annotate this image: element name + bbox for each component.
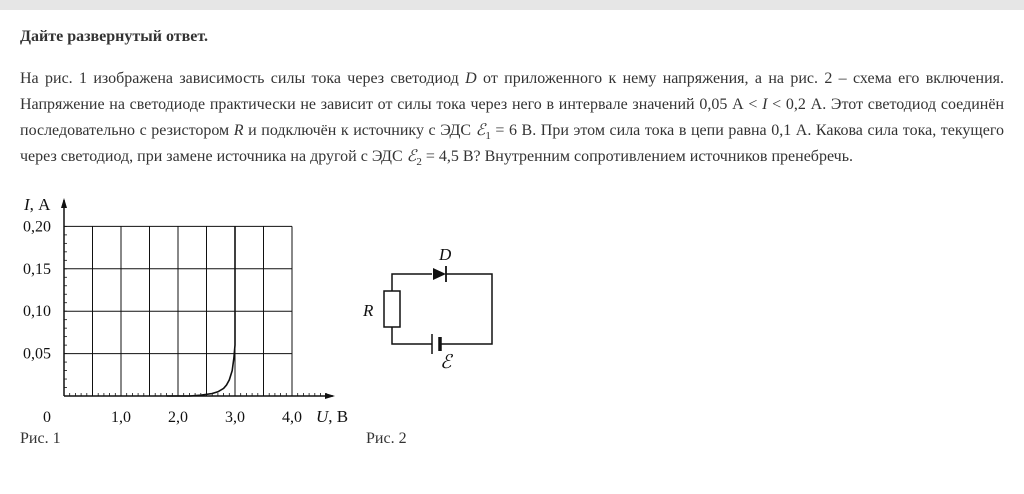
problem-text-part: = 4,5 В? Внутренним сопротивлением источников пренебречь. (421, 148, 853, 165)
wire (392, 327, 432, 344)
fig1-caption: Рис. 1 (20, 430, 61, 447)
diode-label: D (439, 245, 452, 264)
y-tick-label: 0,15 (23, 260, 51, 278)
problem-text-part: и подключён к источнику с ЭДС (243, 122, 476, 139)
problem-text-part: < 0,2 А. Этот светодиод соединён последовательно с резистором (20, 96, 1005, 139)
emf2-subscript: 2 (416, 156, 422, 169)
circuit-diagram (355, 240, 515, 375)
x-tick-label: 0 (43, 409, 51, 426)
resistor (384, 291, 400, 327)
emf1-subscript: 1 (485, 130, 491, 143)
y-tick-label: 0,20 (23, 218, 51, 236)
x-tick-label: 2,0 (168, 409, 188, 426)
emf1-symbol: ℰ (475, 122, 486, 139)
y-axis-arrow (61, 198, 67, 208)
y-tick-label: 0,05 (23, 345, 51, 363)
y-axis-label: I, А (24, 195, 51, 214)
diode-triangle (433, 268, 446, 280)
source-label: ℰ (440, 352, 452, 373)
x-axis-label: U, В (316, 407, 349, 426)
y-tick-label: 0,10 (23, 303, 51, 321)
fig2-caption: Рис. 2 (366, 430, 407, 447)
top-bar (0, 0, 1024, 10)
problem-text (20, 66, 1004, 170)
battery (432, 334, 440, 354)
chart-ticks (23, 218, 302, 426)
current-variable: I (762, 96, 768, 113)
problem-text-part: от приложенного к нему напряжения, а на рис. 2 – схема его включения. Напряжение на светодиоде практически не зависит от силы тока через него в интервале значений 0,05 А < (20, 70, 1004, 113)
problem-text-part: На рис. 1 изображена зависимость силы тока через светодиод (20, 70, 466, 87)
iv-chart (0, 190, 360, 430)
diode-variable: D (465, 70, 477, 87)
task-heading: Дайте развернутый ответ. (20, 28, 208, 45)
resistor-variable: R (233, 122, 244, 139)
chart-axes (61, 198, 335, 399)
x-tick-label: 1,0 (111, 409, 131, 426)
resistor-label: R (363, 301, 374, 320)
x-tick-label: 4,0 (282, 409, 302, 426)
x-tick-label: 3,0 (225, 409, 245, 426)
emf2-symbol: ℰ (406, 148, 417, 165)
chart-grid (64, 226, 292, 396)
x-axis-arrow (325, 393, 335, 399)
wire (440, 274, 492, 344)
problem-text-part: = 6 В. При этом сила тока в цепи равна 0,1 А. Какова сила тока, текущего через светодиод, при замене источника на другой с ЭДС (20, 122, 1005, 165)
wire (392, 274, 432, 291)
